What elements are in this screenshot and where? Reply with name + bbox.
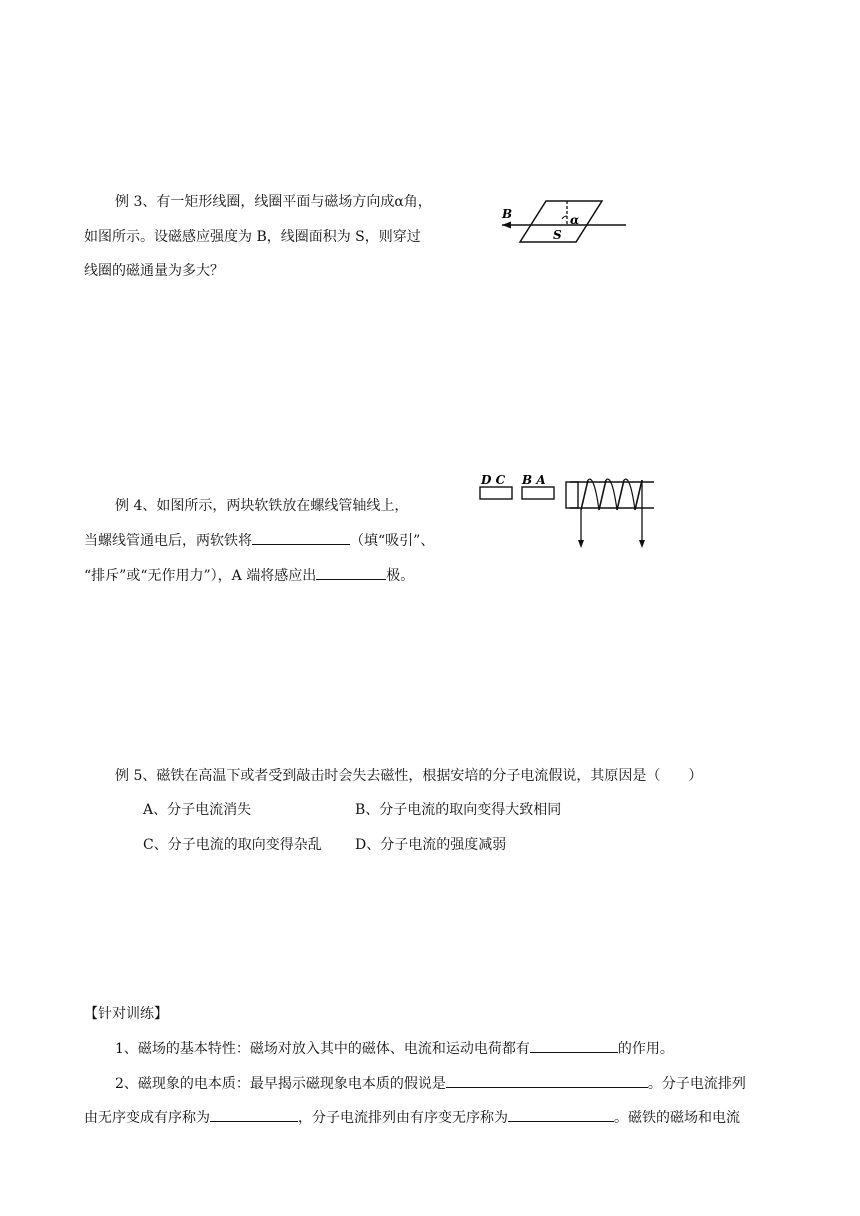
ex4-solenoid-figure xyxy=(478,472,658,552)
ex3-text-line1: 例 3、有一矩形线圈，线圈平面与磁场方向成α角， xyxy=(115,194,432,210)
training-item-2-line2 xyxy=(84,1107,740,1128)
ex3-text-line3: 线圈的磁通量为多大？ xyxy=(84,263,224,279)
ex3-label-s: S xyxy=(553,228,562,242)
ex4-text-line1: 例 4、如图所示，两块软铁放在螺线管轴线上， xyxy=(115,498,409,514)
ex5-option-d[interactable]: D、分子电流的强度减弱 xyxy=(355,837,507,853)
training-item2-mid: 。分子电流排列 xyxy=(647,1076,746,1092)
training-item2-cont2: ，分子电流排列由有序变无序称为 xyxy=(298,1110,508,1126)
ex4-label-ba: B A xyxy=(522,473,546,487)
ex3-coil-figure xyxy=(496,194,630,250)
ex4-line3-end: 极。 xyxy=(386,568,415,584)
ex4-line2-start: 当螺线管通电后，两软铁将 xyxy=(84,533,252,549)
ex4-text-line3 xyxy=(84,565,414,586)
training-item1-start: 1、磁场的基本特性：磁场对放入其中的磁体、电流和运动电荷都有 xyxy=(115,1041,530,1057)
ex4-label-dc: D C xyxy=(481,473,506,487)
training-item1-end: 的作用。 xyxy=(617,1041,674,1057)
ex5-option-b[interactable]: B、分子电流的取向变得大致相同 xyxy=(355,802,562,818)
ex5-option-a[interactable]: A、分子电流消失 xyxy=(143,802,252,818)
training-item-1 xyxy=(115,1038,674,1059)
training-item2-start: 2、磁现象的电本质：最早揭示磁现象电本质的假说是 xyxy=(115,1076,446,1092)
training-item2-cont: 由无序变成有序称为 xyxy=(84,1110,210,1126)
ex3-label-alpha: α xyxy=(570,213,580,227)
ex4-answer-blank-1[interactable] xyxy=(252,530,350,545)
ex5-question: 例 5、磁铁在高温下或者受到敲击时会失去磁性，根据安培的分子电流假说，其原因是（ ） xyxy=(115,768,703,784)
ex4-line2-end: （填“吸引”、 xyxy=(350,533,435,549)
ex4-text-line2 xyxy=(84,530,434,551)
ex3-label-b: B xyxy=(502,207,513,221)
training-item2-blank-3[interactable] xyxy=(508,1107,614,1122)
training-item2-blank-2[interactable] xyxy=(210,1107,298,1122)
training-heading: 【针对训练】 xyxy=(84,1006,168,1022)
ex4-line3-start: “排斥”或“无作用力”），A 端将感应出 xyxy=(84,568,317,584)
ex3-text-line2: 如图所示。设磁感应强度为 B，线圈面积为 S，则穿过 xyxy=(84,229,421,245)
training-item2-end: 。磁铁的磁场和电流 xyxy=(614,1110,740,1126)
training-item1-blank[interactable] xyxy=(530,1038,618,1053)
ex5-option-c[interactable]: C、分子电流的取向变得杂乱 xyxy=(143,837,322,853)
ex4-answer-blank-2[interactable] xyxy=(316,565,386,580)
training-item2-blank-1[interactable] xyxy=(446,1073,648,1088)
training-item-2-line1 xyxy=(115,1073,746,1094)
